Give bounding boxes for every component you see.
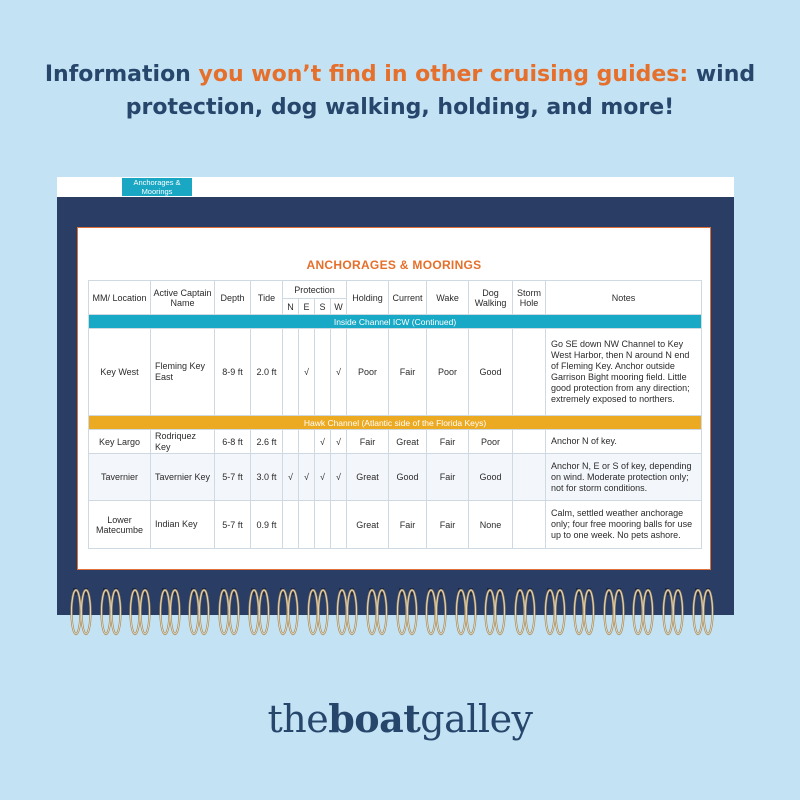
binding-ring [483, 586, 507, 638]
cell-wake: Poor [427, 329, 469, 416]
cell-n [283, 501, 299, 549]
cell-s [315, 329, 331, 416]
cell-n: √ [283, 454, 299, 501]
binding-ring [276, 586, 300, 638]
cell-w: √ [331, 329, 347, 416]
spiral-binding [57, 586, 734, 638]
cell-w: √ [331, 430, 347, 454]
cell-holding: Fair [347, 430, 389, 454]
cell-storm [513, 454, 546, 501]
cell-current: Good [389, 454, 427, 501]
cell-storm [513, 501, 546, 549]
section-title: Inside Channel ICW (Continued) [89, 315, 702, 329]
binding-ring [454, 586, 478, 638]
header-depth: Depth [215, 281, 251, 315]
binding-ring [365, 586, 389, 638]
binding-ring [217, 586, 241, 638]
header-name: Active Captain Name [151, 281, 215, 315]
headline-accent: you won’t find in other cruising guides: [198, 62, 689, 87]
binding-ring [187, 586, 211, 638]
cell-notes: Anchor N, E or S of key, depending on wind. Moderate protection only; not for storm conditions. [546, 454, 702, 501]
cell-holding: Great [347, 501, 389, 549]
logo-text-the: the [267, 697, 329, 741]
header-w: W [331, 299, 347, 315]
cell-n [283, 329, 299, 416]
binding-ring [128, 586, 152, 638]
table-row [89, 501, 702, 549]
cell-tide: 0.9 ft [251, 501, 283, 549]
cell-location: Key West [89, 329, 151, 416]
header-holding: Holding [347, 281, 389, 315]
cell-s: √ [315, 454, 331, 501]
binding-ring [513, 586, 537, 638]
cell-name: Indian Key [151, 501, 215, 549]
headline [40, 58, 760, 124]
cell-depth: 6-8 ft [215, 430, 251, 454]
section-row [89, 315, 702, 329]
header-dog-walking: Dog Walking [469, 281, 513, 315]
cell-wake: Fair [427, 501, 469, 549]
header-current: Current [389, 281, 427, 315]
cell-depth: 5-7 ft [215, 501, 251, 549]
cell-holding: Poor [347, 329, 389, 416]
table-row [89, 430, 702, 454]
table-title: ANCHORAGES & MOORINGS [306, 258, 482, 272]
header-e: E [299, 299, 315, 315]
logo-text-boat: boat [328, 696, 421, 741]
cell-notes: Go SE down NW Channel to Key West Harbor, then N around N end of Fleming Key. Anchor outside Garrison Bight mooring field. Little good protection from any direction; extremely exposed to northers. [546, 329, 702, 416]
cell-tide: 2.0 ft [251, 329, 283, 416]
cell-name: Tavernier Key [151, 454, 215, 501]
binding-ring [543, 586, 567, 638]
cell-name: Rodriquez Key [151, 430, 215, 454]
headline-text-1: Information [44, 62, 199, 87]
cell-dog: Good [469, 454, 513, 501]
cell-n [283, 430, 299, 454]
header-notes: Notes [546, 281, 702, 315]
table-row [89, 329, 702, 416]
binding-ring [158, 586, 182, 638]
cell-location: Lower Matecumbe [89, 501, 151, 549]
cell-wake: Fair [427, 430, 469, 454]
guide-book [57, 177, 734, 615]
binding-ring [69, 586, 93, 638]
table-row [89, 454, 702, 501]
cell-notes: Calm, settled weather anchorage only; four free mooring balls for use up to one week. No pets ashore. [546, 501, 702, 549]
header-storm-hole: Storm Hole [513, 281, 546, 315]
cell-name: Fleming Key East [151, 329, 215, 416]
cell-e: √ [299, 329, 315, 416]
header-wake: Wake [427, 281, 469, 315]
binding-ring [395, 586, 419, 638]
cell-w: √ [331, 454, 347, 501]
section-title: Hawk Channel (Atlantic side of the Florida Keys) [89, 416, 702, 430]
cell-depth: 5-7 ft [215, 454, 251, 501]
book-cover [57, 197, 734, 615]
cell-location: Tavernier [89, 454, 151, 501]
cell-location: Key Largo [89, 430, 151, 454]
header-tide: Tide [251, 281, 283, 315]
logo-text-galley: galley [420, 697, 533, 741]
cell-notes: Anchor N of key. [546, 430, 702, 454]
binding-ring [602, 586, 626, 638]
binding-ring [691, 586, 715, 638]
binding-ring [99, 586, 123, 638]
header-location: MM/ Location [89, 281, 151, 315]
cell-dog: Good [469, 329, 513, 416]
header-n: N [283, 299, 299, 315]
cell-e: √ [299, 454, 315, 501]
cell-storm [513, 329, 546, 416]
cell-s: √ [315, 430, 331, 454]
binding-ring [424, 586, 448, 638]
binding-ring [306, 586, 330, 638]
cell-dog: None [469, 501, 513, 549]
cell-dog: Poor [469, 430, 513, 454]
cell-tide: 3.0 ft [251, 454, 283, 501]
header-protection: Protection [283, 281, 347, 299]
cell-holding: Great [347, 454, 389, 501]
binding-ring [247, 586, 271, 638]
section-tab[interactable]: Anchorages & Moorings [122, 178, 192, 196]
cell-e [299, 501, 315, 549]
binding-ring [335, 586, 359, 638]
section-row [89, 416, 702, 430]
cell-s [315, 501, 331, 549]
cell-storm [513, 430, 546, 454]
headline-text-2: wind protection, dog walking, holding, and more! [125, 62, 756, 120]
cell-depth: 8-9 ft [215, 329, 251, 416]
cell-wake: Fair [427, 454, 469, 501]
book-page [77, 227, 711, 570]
anchorages-table [88, 280, 702, 549]
cell-current: Fair [389, 501, 427, 549]
cell-tide: 2.6 ft [251, 430, 283, 454]
cell-w [331, 501, 347, 549]
binding-ring [631, 586, 655, 638]
binding-ring [661, 586, 685, 638]
header-s: S [315, 299, 331, 315]
binding-ring [572, 586, 596, 638]
the-boat-galley-logo [0, 696, 800, 741]
cell-current: Fair [389, 329, 427, 416]
cell-e [299, 430, 315, 454]
cell-current: Great [389, 430, 427, 454]
